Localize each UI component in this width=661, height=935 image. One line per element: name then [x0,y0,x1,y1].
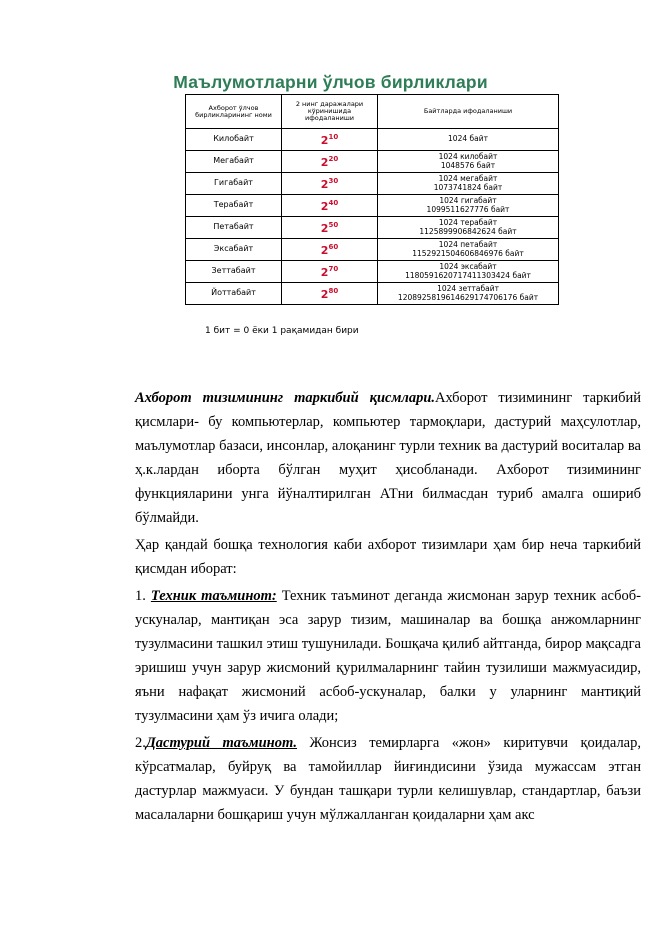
power-value [321,222,338,235]
unit-power [282,173,378,195]
table-note: 1 бит = 0 ёки 1 рақамидан бири [205,326,359,336]
power-value [321,200,338,213]
unit-power [282,151,378,173]
unit-power [282,261,378,283]
units-table [185,94,559,305]
list-number-2: 2. [135,735,146,751]
paragraph-1-body: Ахборот тизимининг таркибий қисмлари- бу компьютерлар, компьютер тармоқлари, дастурий маҳсулотлар, маълумотлар базаси, инсонлар, алоқанинг турли техник ва дастурий воситалар ва ҳ.к.лардан иборта бўлган муҳит ҳисобланади. Ахборот тизимининг функцияларини унга йўналтирилган АТни билмасдан туриб амалга ошириб бўлмайди. [135,390,641,526]
unit-bytes: 1024 килобайт 1048576 байт [378,151,559,173]
unit-name: Гигабайт [186,173,282,195]
figure-title: Маълумотларни ўлчов бирликлари [173,72,488,92]
table-row [186,195,559,217]
unit-bytes: 1024 байт [378,129,559,151]
unit-name: Терабайт [186,195,282,217]
power-exponent: 20 [328,154,339,163]
paragraph-2: Ҳар қандай бошқа технология каби ахборот тизимлари ҳам бир неча таркибий қисмдан иборат: [135,537,641,577]
table-row [186,217,559,239]
table-row [186,261,559,283]
power-exponent: 10 [328,132,339,141]
term-hardware: Техник таъминот: [150,588,277,604]
power-exponent: 80 [328,286,339,295]
power-value [321,288,338,301]
power-exponent: 70 [328,264,339,273]
unit-power [282,239,378,261]
power-base: 2 [320,243,329,257]
power-exponent: 30 [328,176,339,185]
power-base: 2 [320,133,329,147]
unit-name: Эксабайт [186,239,282,261]
body-text [135,386,641,827]
table-row [186,239,559,261]
power-base: 2 [320,199,329,213]
unit-power [282,217,378,239]
power-exponent: 50 [328,220,339,229]
unit-bytes: 1024 мегабайт 1073741824 байт [378,173,559,195]
unit-power [282,283,378,305]
unit-bytes: 1024 петабайт 1152921504606846976 байт [378,239,559,261]
header-name: Ахборот ўлчов бирликларининг номи [186,95,282,129]
paragraph-3 [135,584,641,728]
term-software: Дастурий таъминот. [145,735,298,751]
unit-bytes: 1024 терабайт 1125899906842624 байт [378,217,559,239]
table-row [186,173,559,195]
unit-name: Зеттабайт [186,261,282,283]
table-header-row [186,95,559,129]
paragraph-3-body: Техник таъминот деганда жисмонан зарур техник асбоб-ускуналар, мантиқан эса зарур тизим, машиналар ва бошқа анжомларнинг тузулмасини ташкил этиш тушунилади. Бошқача қилиб айтганда, бирор мақсадга эришиш учун зарур жисмоний қурилмаларнинг тайин тузилиши мажмуасидир, яъни нафақат жисмоний асбоб-ускуналар, балки у уларнинг мантиқий тузулмасини ҳам ўз ичига олади; [135,588,641,724]
section-heading: Ахборот тизимининг таркибий қисмлари. [135,390,436,406]
unit-name: Мегабайт [186,151,282,173]
power-exponent: 40 [328,198,339,207]
power-value [321,134,338,147]
unit-name: Йоттабайт [186,283,282,305]
power-value [321,244,338,257]
header-bytes: Байтларда ифодаланиши [378,95,559,129]
unit-bytes: 1024 гигабайт 1099511627776 байт [378,195,559,217]
table-row [186,283,559,305]
header-power: 2 нинг даражалари кўринишида ифодаланиши [282,95,378,129]
power-exponent: 60 [328,242,339,251]
list-number-1: 1. [135,588,146,604]
unit-name: Килобайт [186,129,282,151]
power-base: 2 [320,177,329,191]
table-row [186,151,559,173]
power-value [321,156,338,169]
power-value [321,266,338,279]
power-base: 2 [320,287,329,301]
paragraph-1 [135,386,641,530]
unit-bytes: 1024 эксабайт 1180591620717411303424 байт [378,261,559,283]
paragraph-4 [135,731,641,827]
unit-power [282,129,378,151]
power-base: 2 [320,155,329,169]
power-base: 2 [320,221,329,235]
power-base: 2 [320,265,329,279]
power-value [321,178,338,191]
unit-bytes: 1024 зеттабайт 1208925819614629174706176 байт [378,283,559,305]
paragraph-4-body: Жонсиз темирларга «жон» киритувчи қоидалар, кўрсатмалар, буйруқ ва тамойиллар йиғиндисини ўзида мужассам этган дастурлар мажмуаси. У бундан ташқари турли келишувлар, стандартлар, баъзи масалаларни бошқариш учун мўлжалланган қоидаларни ҳам акс [135,735,641,823]
table-row [186,129,559,151]
unit-power [282,195,378,217]
unit-name: Петабайт [186,217,282,239]
